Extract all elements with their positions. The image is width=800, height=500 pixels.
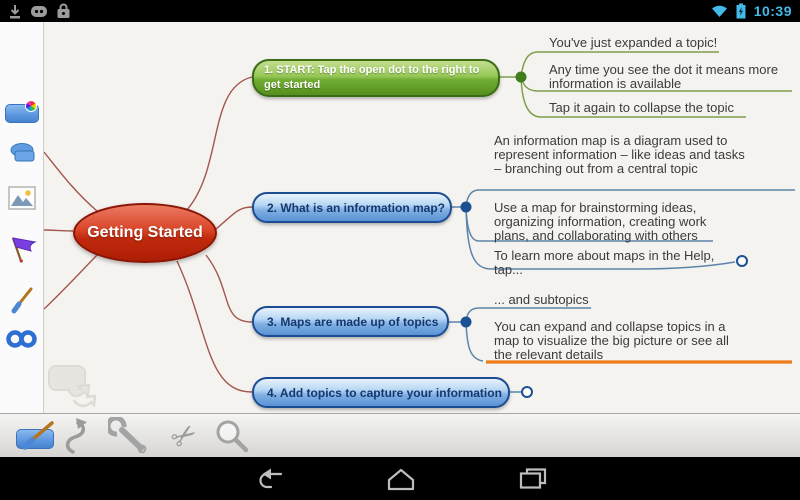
subtopic-subtopics[interactable]: ... and subtopics (494, 292, 589, 307)
subtopic-map-uses[interactable]: Use a map for brainstorming ideas, organizing information, creating work plans, and collaborating with others (494, 200, 707, 243)
settings-tool-button[interactable] (98, 414, 158, 458)
subtopic-dot-meaning[interactable]: Any time you see the dot it means more information is available (549, 62, 779, 91)
topic-3-made-of-topics[interactable] (252, 306, 449, 337)
home-icon (386, 466, 416, 492)
vault-icon (56, 3, 71, 19)
topic-2-what-is-map[interactable] (252, 192, 452, 223)
recents-button[interactable] (498, 457, 568, 500)
battery-icon (736, 3, 746, 19)
home-button[interactable] (366, 457, 436, 500)
subtopic-expand-collapse[interactable]: You can expand and collapse topics in a map to visualize the big picture or see all the relevant details (494, 319, 729, 362)
subtopic-learn-more[interactable]: To learn more about maps in the Help, tap... (494, 248, 715, 277)
image-icon (8, 186, 36, 210)
shapes-icon (6, 141, 38, 165)
back-icon (256, 467, 286, 491)
central-topic[interactable] (73, 203, 217, 263)
flag-icon (7, 235, 37, 263)
download-icon (8, 3, 22, 20)
style-tool-button[interactable] (0, 94, 44, 128)
subtopic-expanded[interactable]: You've just expanded a topic! (549, 35, 718, 50)
tool-sidebar (0, 22, 44, 413)
central-topic-label: Getting Started (87, 224, 203, 241)
topic-1-start[interactable] (252, 59, 500, 97)
topic-3-label: 3. Maps are made up of topics (267, 314, 439, 329)
flag-tool-button[interactable] (0, 232, 44, 266)
image-tool-button[interactable] (0, 181, 44, 215)
subtopic-map-definition[interactable]: An information map is a diagram used to represent information – like ideas and tasks – branching out from a central topic (494, 133, 745, 176)
scissors-icon: ✂ (165, 415, 205, 457)
android-nav-bar (0, 457, 800, 500)
shapes-tool-button[interactable] (0, 136, 44, 170)
topic-2-label: 2. What is an information map? (267, 200, 446, 215)
topic-4-add-topics[interactable] (252, 377, 510, 408)
status-bar (0, 0, 800, 22)
recents-icon (518, 466, 548, 492)
brush-icon (9, 287, 35, 315)
style-icon (5, 100, 39, 122)
clock: 10:39 (753, 3, 792, 19)
notification-icons[interactable] (8, 3, 71, 20)
bottom-toolbar (0, 413, 800, 457)
magnifier-icon (214, 418, 250, 454)
link-tool-button[interactable] (0, 322, 44, 356)
topic-4-label: 4. Add topics to capture your information (267, 385, 502, 400)
app-icon (30, 4, 48, 19)
zoom-tool-button[interactable] (202, 414, 262, 458)
brush-tool-button[interactable] (0, 284, 44, 318)
subtopic-collapse[interactable]: Tap it again to collapse the topic (549, 100, 735, 115)
system-status-icons[interactable] (711, 3, 792, 19)
wifi-icon (711, 4, 728, 18)
drag-topic-watermark-icon (46, 360, 96, 414)
wrench-icon (108, 417, 148, 455)
link-icon (5, 327, 39, 351)
back-button[interactable] (236, 457, 306, 500)
s-arrow-icon (63, 417, 97, 455)
topic-1-label: 1. START: Tap the open dot to the right to get started (264, 64, 480, 91)
